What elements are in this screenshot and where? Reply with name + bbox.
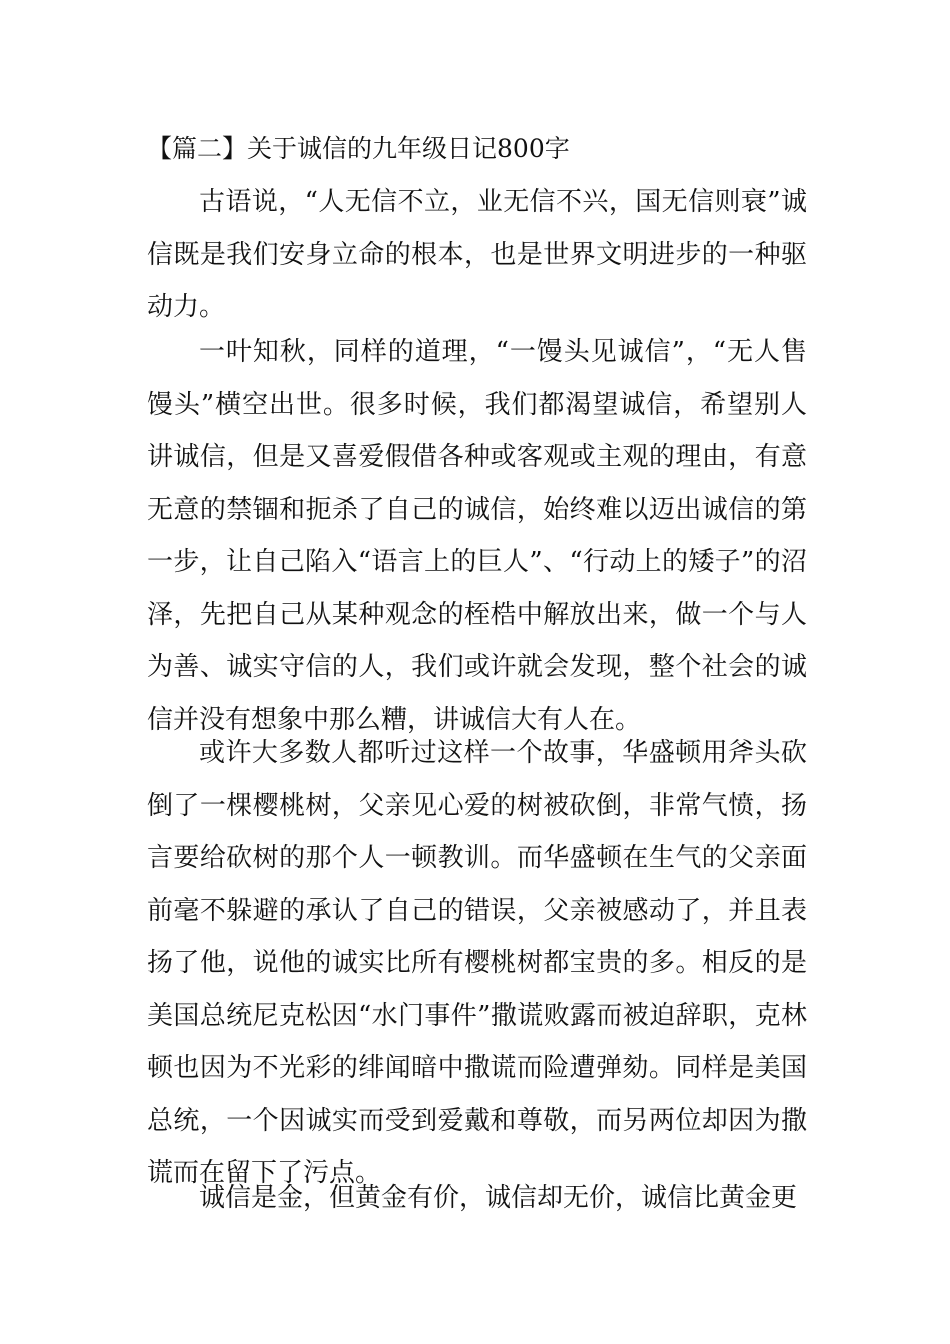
paragraph-1: 古语说，“人无信不立，业无信不兴，国无信则衰”诚信既是我们安身立命的根本，也是世界文明进步的一种驱动力。: [147, 187, 807, 322]
paragraph-4: 诚信是金，但黄金有价，诚信却无价，诚信比黄金更: [199, 1183, 798, 1213]
document-title: 【篇二】关于诚信的九年级日记800字: [147, 134, 570, 163]
paragraph-3: 或许大多数人都听过这样一个故事，华盛顿用斧头砍倒了一棵樱桃树，父亲见心爱的树被砍倒，非常气愤，扬言要给砍树的那个人一顿教训。而华盛顿在生气的父亲面前毫不躲避的承认了自己的错误，父亲被感动了，并且表扬了他，说他的诚实比所有樱桃树都宝贵的多。相反的是美国总统尼克松因“水门事件”撒谎败露而被迫辞职，克林顿也因为不光彩的绯闻暗中撒谎而险遭弹劾。同样是美国总统，一个因诚实而受到爱戴和尊敬，而另两位却因为撒谎而在留下了污点。: [147, 738, 807, 1188]
paragraph-2: 一叶知秋，同样的道理，“一馒头见诚信”，“无人售馒头”横空出世。很多时候，我们都渴望诚信，希望别人讲诚信，但是又喜爱假借各种或客观或主观的理由，有意无意的禁锢和扼杀了自己的诚信，始终难以迈出诚信的第一步，让自己陷入“语言上的巨人”、“行动上的矮子”的沼泽，先把自己从某种观念的桎梏中解放出来，做一个与人为善、诚实守信的人，我们或许就会发现，整个社会的诚信并没有想象中那么糟，讲诚信大有人在。: [147, 337, 807, 735]
